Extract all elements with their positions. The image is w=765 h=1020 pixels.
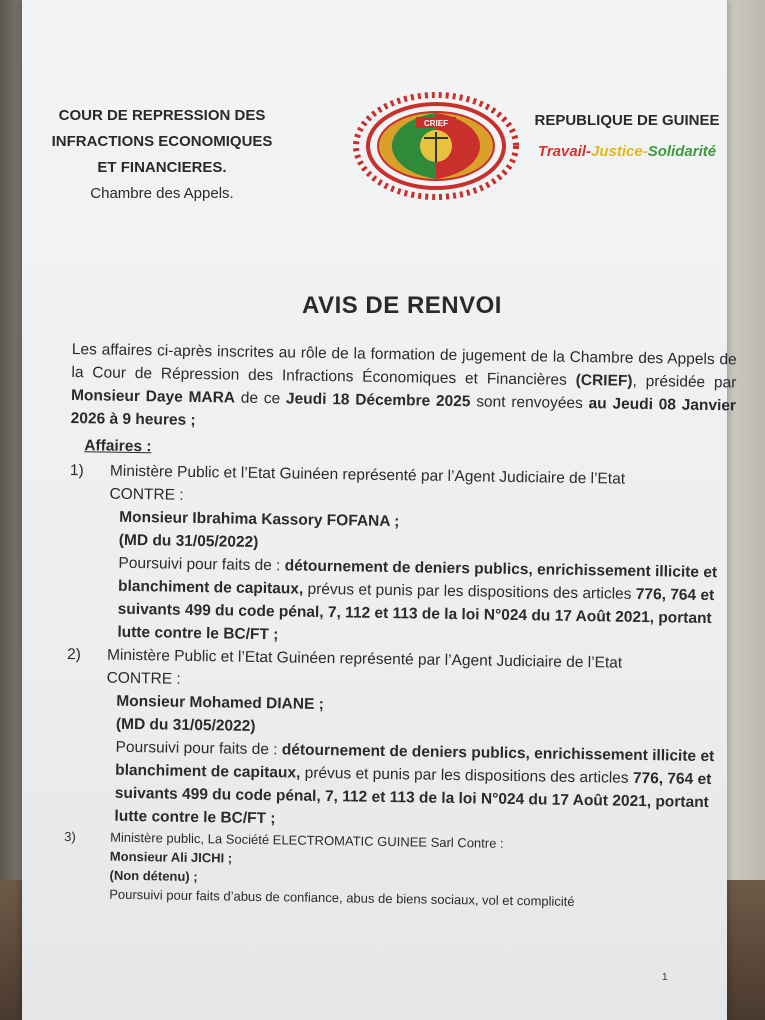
charges-prefix: Poursuivi pour faits de : [115, 738, 282, 759]
court-name-line2: INFRACTIONS ECONOMIQUES [51, 133, 273, 150]
case-number: 2) [66, 645, 81, 664]
intro-text-4: sont renvoyées [470, 393, 589, 413]
case-number: 1) [69, 461, 84, 480]
case-number: 3) [64, 828, 76, 845]
case-charges [117, 552, 733, 654]
motto-dash-2: - [642, 143, 648, 160]
notice-sheet [22, 0, 737, 1020]
page-number: 1 [662, 972, 668, 983]
motto-word-1: Travail [537, 143, 587, 160]
case-item [63, 827, 729, 913]
case-status: (MD du 31/05/2022) [115, 715, 256, 735]
charges-offences: détournement de deniers publics, enrichissement illicite et blanchiment de capitaux, [115, 741, 715, 782]
case-parties: Ministère Public et l’Etat Guinéen représenté par l’Agent Judiciaire de l’Etat [109, 462, 626, 488]
case-contre: CONTRE : [106, 669, 181, 688]
case-charges [114, 736, 730, 838]
republic-header [522, 112, 732, 160]
motto-dash-1: - [586, 143, 592, 160]
intro-text-2: , présidée par [632, 372, 737, 392]
charges-mid: prévus et punis par les dispositions des articles [300, 764, 634, 787]
court-name-line3: ET FINANCIERES. [97, 159, 227, 176]
case-status: (Non détenu) ; [109, 867, 198, 885]
charges-articles: 776, 764 et suivants 499 du code pénal, 7, 112 et 113 de la loi N°024 du 17 Août 2021, portant lutte contre le BC/FT ; [114, 769, 712, 828]
charges-offences: détournement de deniers publics, enrichissement illicite et blanchiment de capitaux, [117, 557, 718, 598]
crief-seal-icon [352, 92, 520, 200]
national-motto [522, 143, 732, 160]
intro-new-date: au Jeudi 08 Janvier 2026 à 9 heures ; [70, 395, 737, 429]
charges-mid: prévus et punis par les dispositions des articles [303, 580, 636, 603]
case-defendant: Monsieur Ibrahima Kassory FOFANA ; [119, 508, 400, 531]
case-item [67, 459, 735, 653]
intro-text-3: de ce [234, 389, 287, 408]
republic-title: REPUBLIQUE DE GUINEE [534, 112, 720, 129]
court-header [42, 103, 282, 207]
case-contre: CONTRE : [109, 485, 184, 504]
case-status: (MD du 31/05/2022) [118, 531, 259, 551]
intro-paragraph [71, 338, 737, 440]
seal-text: CRIEF [424, 119, 448, 128]
intro-date: Jeudi 18 Décembre 2025 [285, 390, 471, 411]
case-defendant: Monsieur Ali JICHI ; [109, 848, 233, 866]
case-parties: Ministère Public et l’Etat Guinéen représenté par l’Agent Judiciaire de l’Etat [106, 646, 623, 672]
motto-word-3: Solidarité [647, 143, 717, 160]
notice-title: AVIS DE RENVOI [302, 292, 502, 319]
case-charges: Poursuivi pour faits d’abus de confiance, abus de biens sociaux, vol et complicité [109, 886, 575, 909]
case-parties: Ministère public, La Société ELECTROMATIC GUINEE Sarl Contre : [110, 829, 504, 851]
motto-word-2: Justice [591, 143, 643, 160]
intro-text-1: Les affaires ci-après inscrites au rôle de la formation de jugement de la Chambre des Appels de la Cour de Répression des Infractions Économiques et Financières [71, 340, 737, 389]
charges-prefix: Poursuivi pour faits de : [118, 554, 285, 575]
charges-articles: 776, 764 et suivants 499 du code pénal, 7, 112 et 113 de la loi N°024 du 17 Août 2021, portant lutte contre le BC/FT ; [117, 585, 715, 644]
court-name-line1: COUR DE REPRESSION DES [58, 107, 266, 124]
intro-crief: (CRIEF) [575, 371, 633, 390]
case-item [64, 643, 732, 837]
chamber-name: Chambre des Appels. [90, 185, 234, 202]
case-defendant: Monsieur Mohamed DIANE ; [116, 692, 324, 713]
notice-body [63, 338, 737, 913]
affaires-heading: Affaires : [84, 437, 152, 456]
intro-president: Monsieur Daye MARA [70, 386, 236, 407]
